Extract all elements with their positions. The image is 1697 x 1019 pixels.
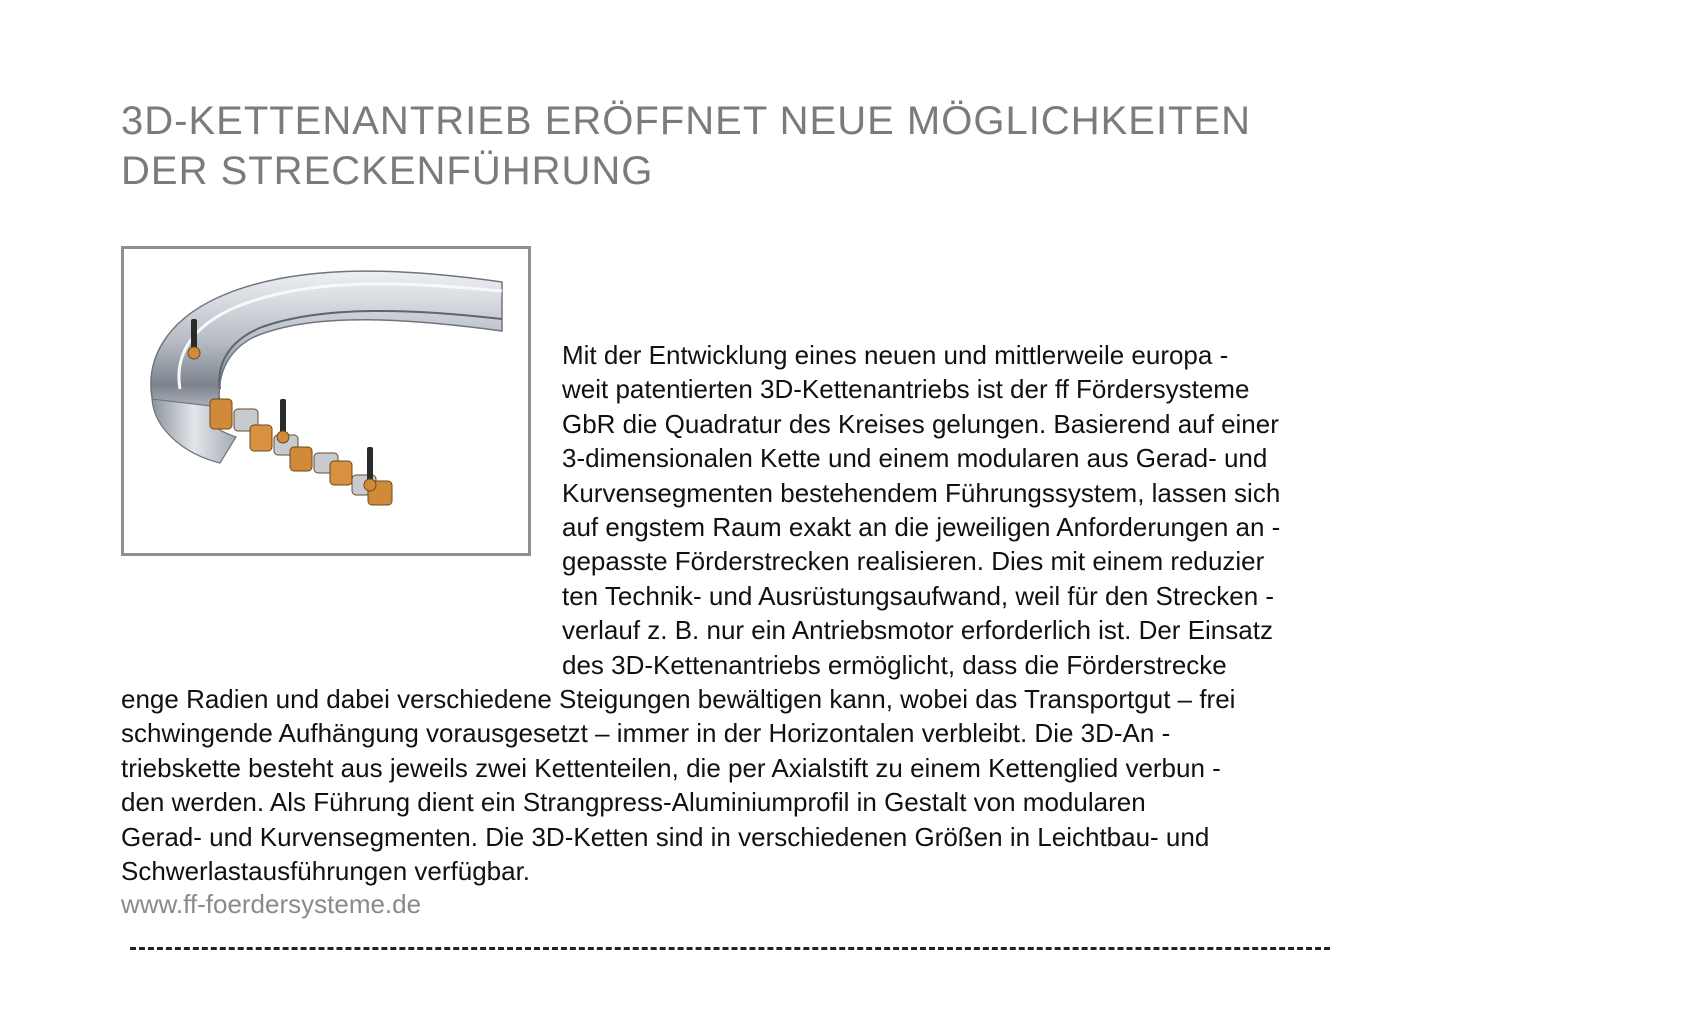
body-line: gepasste Förderstrecken realisieren. Dies mit einem reduzier [562,546,1265,577]
body-line: enge Radien und dabei verschiedene Steigungen bewältigen kann, wobei das Transportgut – frei [121,684,1236,715]
body-line: Mit der Entwicklung eines neuen und mittlerweile europa - [562,340,1229,370]
body-line: Gerad- und Kurvensegmenten. Die 3D-Ketten sind in verschiedenen Größen in Leichtbau- und [121,821,1210,852]
body-line: verlauf z. B. nur ein Antriebsmotor erforderlich ist. Der Einsatz [562,615,1273,646]
body-line: des 3D-Kettenantriebs ermöglicht, dass die Förderstrecke [562,649,1227,680]
body-line: schwingende Aufhängung vorausgesetzt – immer in der Horizontalen verbleibt. Die 3D-An - [121,718,1171,749]
body-line: 3-dimensionalen Kette und einem modularen aus Gerad- und [562,443,1268,474]
dashed-divider [130,947,1330,950]
article [121,96,1371,919]
body-line: den werden. Als Führung dient ein Strangpress-Aluminiumprofil in Gestalt von modularen [121,787,1146,818]
headline-line-2: DER STRECKENFÜHRUNG [121,149,654,193]
body-line: Schwerlastausführungen verfügbar. [121,856,531,887]
body-line: Kurvensegmenten bestehendem Führungssystem, lassen sich [562,477,1281,508]
body-line: ten Technik- und Ausrüstungsaufwand, weil für den Strecken - [562,580,1275,611]
website-link[interactable]: www.ff-foerdersysteme.de [121,889,422,919]
body-line: GbR die Quadratur des Kreises gelungen. Basierend auf einer [562,408,1279,439]
headline-line-1: 3D-KETTENANTRIEB ERÖFFNET NEUE MÖGLICHKEITEN [121,99,1252,143]
article-body [121,338,1371,889]
headline [121,96,1371,196]
body-line: triebskette besteht aus jeweils zwei Kettenteilen, die per Axialstift zu einem Kettenglied verbun - [121,752,1221,783]
body-line: weit patentierten 3D-Kettenantriebs ist der ff Fördersysteme [562,374,1250,405]
body-line: auf engstem Raum exakt an die jeweiligen Anforderungen an - [562,512,1281,543]
